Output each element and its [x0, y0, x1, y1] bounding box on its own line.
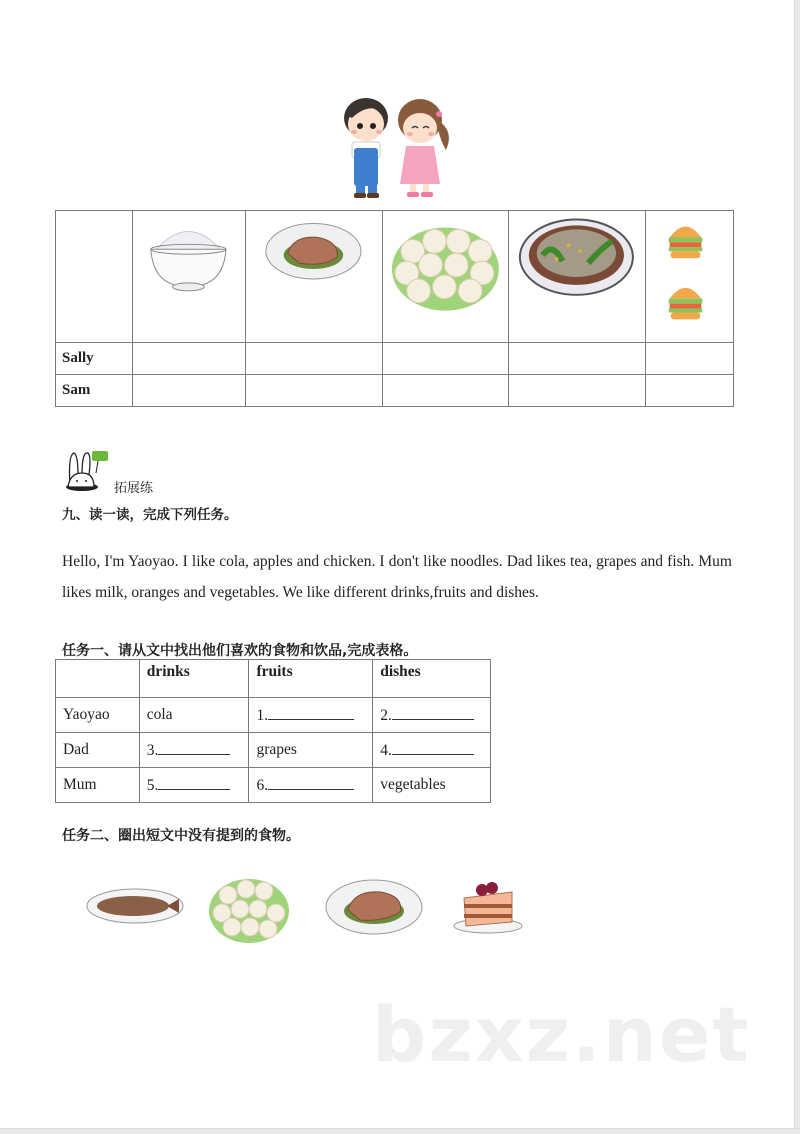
answer-cell[interactable] [382, 343, 509, 375]
answer-cell[interactable] [132, 375, 245, 407]
hamburgers-cell [646, 211, 734, 343]
boy-and-girl-illustration [330, 88, 460, 204]
dumplings-image [383, 211, 509, 337]
chicken-cell [245, 211, 382, 343]
table-row [56, 375, 734, 407]
person-mum: Mum [56, 768, 140, 803]
answer-cell[interactable] [245, 343, 382, 375]
name-sam: Sam [56, 375, 133, 407]
person-dad: Dad [56, 733, 140, 768]
answer-cell[interactable] [509, 343, 646, 375]
blank-5[interactable] [139, 768, 249, 803]
blank-number: 6. [256, 777, 269, 794]
dumplings-cell [382, 211, 509, 343]
name-sally: Sally [56, 343, 133, 375]
answer-cell[interactable] [646, 375, 734, 407]
header-dishes: dishes [373, 660, 491, 698]
answer-blank[interactable] [268, 705, 354, 720]
answer-blank[interactable] [158, 775, 230, 790]
blank-number: 1. [256, 707, 269, 724]
hamburgers-image [646, 211, 733, 337]
chicken-image[interactable] [324, 878, 424, 936]
fish-image[interactable] [85, 885, 185, 927]
blank-number: 4. [380, 742, 392, 759]
page-edge-right [794, 0, 800, 1134]
question-title: 九、读一读，完成下列任务。 [62, 507, 238, 523]
table-row [56, 733, 491, 768]
answer-cell[interactable] [509, 375, 646, 407]
page-edge-bottom [0, 1128, 800, 1134]
cell-value: vegetables [373, 768, 491, 803]
cake-image[interactable] [452, 876, 524, 936]
header-fruits: fruits [249, 660, 373, 698]
blank-4[interactable] [373, 733, 491, 768]
blank-3[interactable] [139, 733, 249, 768]
rice-cell [132, 211, 245, 343]
answer-cell[interactable] [245, 375, 382, 407]
task1-title: 任务一、请从文中找出他们喜欢的食物和饮品,完成表格。 [62, 643, 418, 659]
cell-value: cola [139, 698, 249, 733]
blank-number: 5. [146, 777, 159, 794]
table-header-row [56, 660, 491, 698]
header-drinks: drinks [139, 660, 249, 698]
food-preference-table [55, 210, 734, 407]
answer-blank[interactable] [158, 740, 230, 755]
section-label: 拓展练 [114, 481, 154, 496]
blank-1[interactable] [249, 698, 373, 733]
answer-blank[interactable] [268, 775, 354, 790]
blank-6[interactable] [249, 768, 373, 803]
person-yaoyao: Yaoyao [56, 698, 140, 733]
answer-blank[interactable] [392, 705, 474, 720]
rice-bowl-image [133, 211, 245, 337]
table-row [56, 768, 491, 803]
noodles-cell [509, 211, 646, 343]
noodles-bowl-image [509, 211, 645, 337]
dumplings-image[interactable] [206, 873, 292, 945]
blank-number: 2. [380, 707, 392, 724]
blank-2[interactable] [373, 698, 491, 733]
cell-value: grapes [249, 733, 373, 768]
answer-cell[interactable] [132, 343, 245, 375]
answer-blank[interactable] [392, 740, 474, 755]
reading-passage: Hello, I'm Yaoyao. I like cola, apples and chicken. I don't like noodles. Dad likes tea, grapes and fish. Mum likes milk, oranges and vegetables. We like different drinks,fruits and dishes. [62, 553, 732, 601]
roast-chicken-image [246, 211, 382, 337]
empty-corner-cell [56, 211, 133, 343]
watermark: bzxz.net [372, 990, 751, 1079]
answer-cell[interactable] [382, 375, 509, 407]
header-empty [56, 660, 140, 698]
task2-title: 任务二、圈出短文中没有提到的食物。 [62, 828, 300, 844]
table-row [56, 343, 734, 375]
bunny-icon [62, 445, 112, 495]
food-images-row [56, 211, 734, 343]
answer-cell[interactable] [646, 343, 734, 375]
table-row [56, 698, 491, 733]
blank-number: 3. [146, 742, 159, 759]
task1-table [55, 659, 491, 803]
